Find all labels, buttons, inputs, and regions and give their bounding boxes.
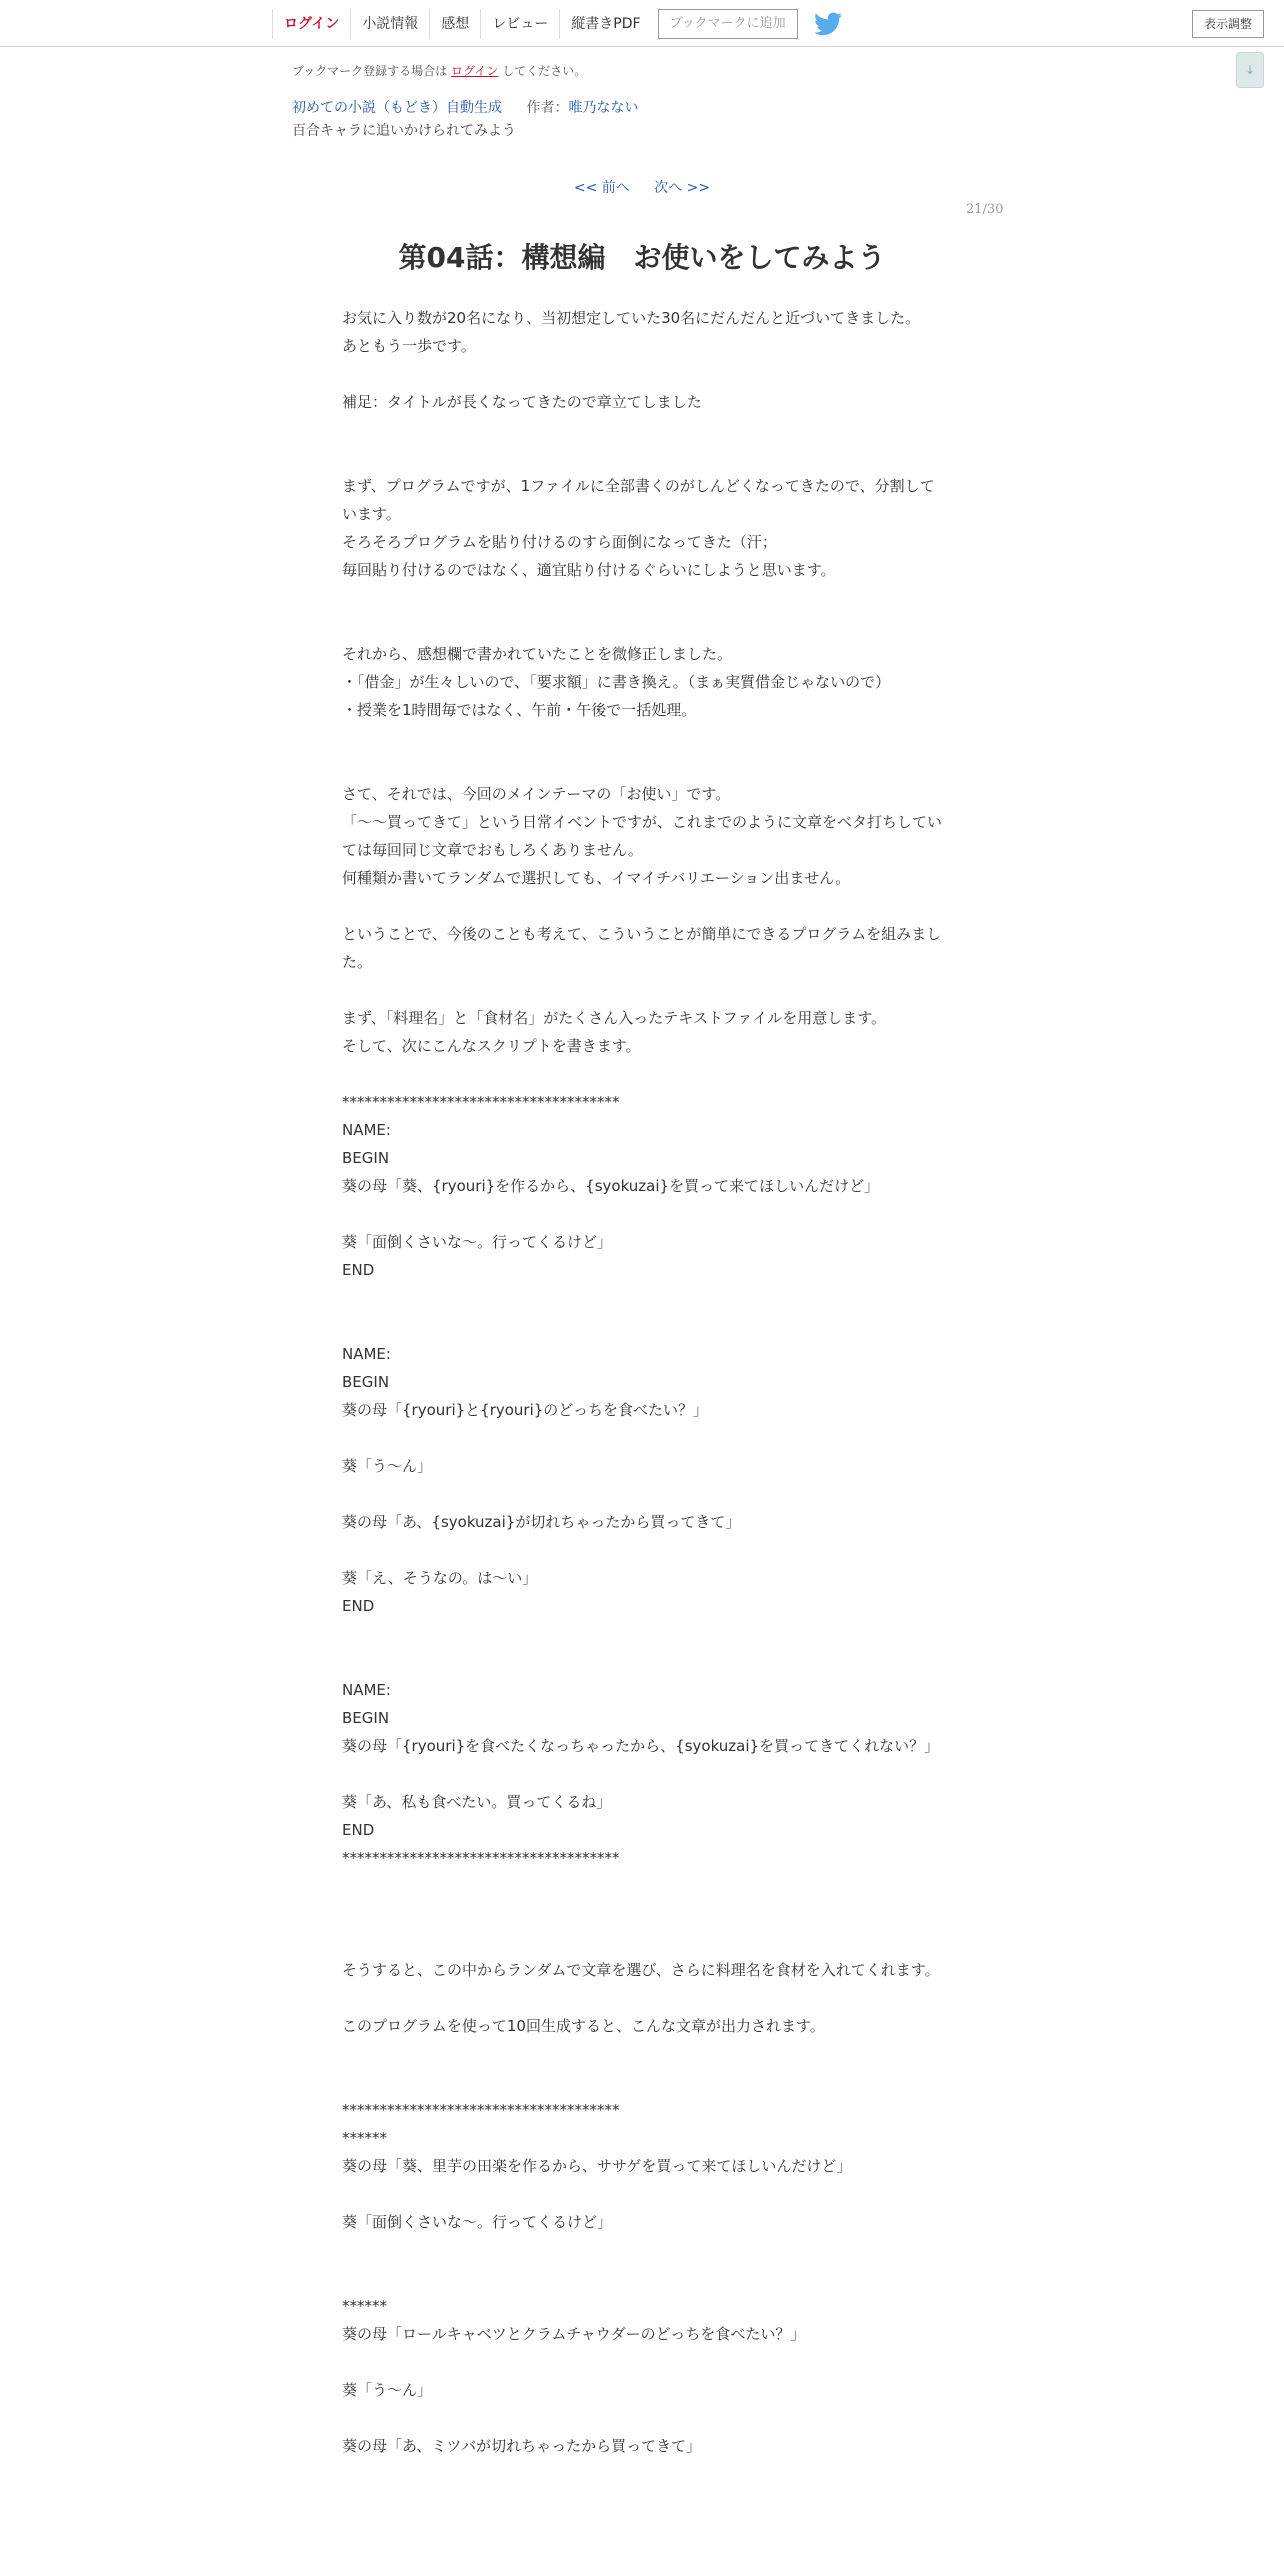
body-line bbox=[342, 2068, 942, 2096]
body-line bbox=[342, 360, 942, 388]
body-line bbox=[342, 1620, 942, 1648]
body-line bbox=[342, 1872, 942, 1900]
body-line bbox=[342, 1900, 942, 1928]
body-line: 「～～買ってきて」という日常イベントですが、これまでのように文章をベタ打ちしていては毎回同じ文章でおもしろくありません。 bbox=[342, 813, 943, 859]
chapter-title: 百合キャラに追いかけられてみよう bbox=[292, 123, 516, 139]
page-number: 21/30 bbox=[966, 202, 1004, 217]
body-line: NAME: bbox=[342, 1121, 391, 1139]
episode-body bbox=[342, 304, 942, 2460]
body-line bbox=[342, 752, 942, 780]
body-line: ****** bbox=[342, 2297, 387, 2315]
body-line: 葵「面倒くさいな～。行ってくるけど」 bbox=[342, 1233, 613, 1251]
body-line: 葵の母「ロールキャベツとクラムチャウダーのどっちを食べたい？」 bbox=[342, 2325, 806, 2343]
body-line bbox=[342, 444, 942, 472]
novel-info bbox=[292, 97, 638, 117]
display-settings-button[interactable]: 表示調整 bbox=[1192, 10, 1264, 38]
body-line: さて、それでは、今回のメインテーマの「お使い」です。 bbox=[342, 785, 731, 803]
nav-novel-info[interactable]: 小説情報 bbox=[350, 9, 429, 39]
author-label: 作者： bbox=[526, 100, 569, 116]
body-line: 葵の母「{ryouri}を食べたくなっちゃったから、{syokuzai}を買ってきてくれない？」 bbox=[342, 1737, 940, 1755]
body-line: 葵「え、そうなの。は～い」 bbox=[342, 1569, 538, 1587]
body-line: 葵の母「あ、ミツバが切れちゃったから買ってきて」 bbox=[342, 2437, 702, 2455]
body-line: 葵の母「葵、{ryouri}を作るから、{syokuzai}を買って来てほしいんだけど」 bbox=[342, 1177, 880, 1195]
body-line: 葵「面倒くさいな～。行ってくるけど」 bbox=[342, 2213, 613, 2231]
body-line bbox=[342, 2236, 942, 2264]
body-line bbox=[342, 2264, 942, 2292]
prev-page-link[interactable]: << 前へ bbox=[573, 180, 630, 196]
body-line: BEGIN bbox=[342, 1709, 390, 1727]
body-line bbox=[342, 1312, 942, 1340]
body-line bbox=[342, 976, 942, 1004]
next-page-link[interactable]: 次へ >> bbox=[654, 180, 711, 196]
body-line: 葵の母「{ryouri}と{ryouri}のどっちを食べたい？」 bbox=[342, 1401, 709, 1419]
body-line bbox=[342, 1648, 942, 1676]
episode-title: 第04話：構想編 お使いをしてみよう bbox=[398, 241, 886, 274]
body-line: BEGIN bbox=[342, 1149, 390, 1167]
body-line: ************************************* bbox=[342, 2101, 620, 2119]
body-line: お気に入り数が20名になり、当初想定していた30名にだんだんと近づいてきました。 bbox=[342, 309, 921, 327]
author-link[interactable]: 唯乃なない bbox=[568, 100, 639, 116]
body-line: まず、プログラムですが、1ファイルに全部書くのがしんどくなってきたので、分割しています。 bbox=[342, 477, 935, 523]
pager bbox=[0, 177, 1284, 197]
body-line bbox=[342, 2404, 942, 2432]
body-line bbox=[342, 892, 942, 920]
body-line: END bbox=[342, 1597, 375, 1615]
body-line: そうすると、この中からランダムで文章を選び、さらに料理名を食材を入れてくれます。 bbox=[342, 1961, 940, 1979]
add-bookmark-button[interactable]: ブックマークに追加 bbox=[658, 9, 798, 39]
body-line bbox=[342, 1536, 942, 1564]
notice-suffix: してください。 bbox=[502, 64, 587, 78]
body-line: ということで、今後のことも考えて、こういうことが簡単にできるプログラムを組みました。 bbox=[342, 925, 942, 971]
nav-login[interactable]: ログイン bbox=[272, 9, 350, 39]
body-line bbox=[342, 724, 942, 752]
nav-review[interactable]: レビュー bbox=[480, 9, 559, 39]
body-line: END bbox=[342, 1821, 375, 1839]
body-line bbox=[342, 1928, 942, 1956]
body-line: 毎回貼り付けるのではなく、適宜貼り付けるぐらいにしようと思います。 bbox=[342, 561, 836, 579]
nav-menu bbox=[272, 8, 842, 40]
body-line bbox=[342, 584, 942, 612]
body-line: そして、次にこんなスクリプトを書きます。 bbox=[342, 1037, 641, 1055]
body-line bbox=[342, 2348, 942, 2376]
body-line bbox=[342, 612, 942, 640]
body-line: ・「借金」が生々しいので、「要求額」に書き換え。（まぁ実質借金じゃないので） bbox=[342, 673, 891, 691]
novel-title-link[interactable]: 初めての小説（もどき）自動生成 bbox=[292, 100, 502, 116]
body-line bbox=[342, 2180, 942, 2208]
nav-impressions[interactable]: 感想 bbox=[429, 9, 480, 39]
body-line: それから、感想欄で書かれていたことを微修正しました。 bbox=[342, 645, 733, 663]
body-line: 補足：タイトルが長くなってきたので章立てしました bbox=[342, 393, 702, 411]
body-line bbox=[342, 1984, 942, 2012]
body-line: NAME: bbox=[342, 1345, 391, 1363]
body-line: ************************************* bbox=[342, 1093, 620, 1111]
body-line bbox=[342, 2040, 942, 2068]
body-line: このプログラムを使って10回生成すると、こんな文章が出力されます。 bbox=[342, 2017, 825, 2035]
body-line: 葵の母「あ、{syokuzai}が切れちゃったから買ってきて」 bbox=[342, 1513, 741, 1531]
body-line: ************************************* bbox=[342, 1849, 620, 1867]
body-line: ****** bbox=[342, 2129, 387, 2147]
bookmark-notice bbox=[292, 62, 586, 79]
body-line: NAME: bbox=[342, 1681, 391, 1699]
body-line: あともう一歩です。 bbox=[342, 337, 476, 355]
top-navigation-bar bbox=[0, 0, 1284, 47]
notice-prefix: ブックマーク登録する場合は bbox=[292, 64, 448, 78]
body-line: 葵「う～ん」 bbox=[342, 1457, 433, 1475]
body-line: そろそろプログラムを貼り付けるのすら面倒になってきた（汗； bbox=[342, 533, 777, 551]
body-line: 葵「う～ん」 bbox=[342, 2381, 433, 2399]
scroll-down-button[interactable]: ↓ bbox=[1236, 52, 1264, 88]
body-line bbox=[342, 1284, 942, 1312]
body-line: 何種類か書いてランダムで選択しても、イマイチバリエーション出ません。 bbox=[342, 869, 851, 887]
body-line bbox=[342, 1760, 942, 1788]
body-line bbox=[342, 1060, 942, 1088]
twitter-icon[interactable] bbox=[814, 12, 842, 36]
body-line: まず、「料理名」と「食材名」がたくさん入ったテキストファイルを用意します。 bbox=[342, 1009, 887, 1027]
body-line: END bbox=[342, 1261, 375, 1279]
nav-vertical-pdf[interactable]: 縦書きPDF bbox=[559, 9, 651, 39]
body-line: BEGIN bbox=[342, 1373, 390, 1391]
body-line: 葵「あ、私も食べたい。買ってくるね」 bbox=[342, 1793, 612, 1811]
body-line bbox=[342, 416, 942, 444]
body-line bbox=[342, 1480, 942, 1508]
notice-login-link[interactable]: ログイン bbox=[451, 64, 499, 78]
body-line bbox=[342, 1200, 942, 1228]
body-line: ・授業を1時間毎ではなく、午前・午後で一括処理。 bbox=[342, 701, 697, 719]
body-line: 葵の母「葵、里芋の田楽を作るから、ササゲを買って来てほしいんだけど」 bbox=[342, 2157, 852, 2175]
body-line bbox=[342, 1424, 942, 1452]
